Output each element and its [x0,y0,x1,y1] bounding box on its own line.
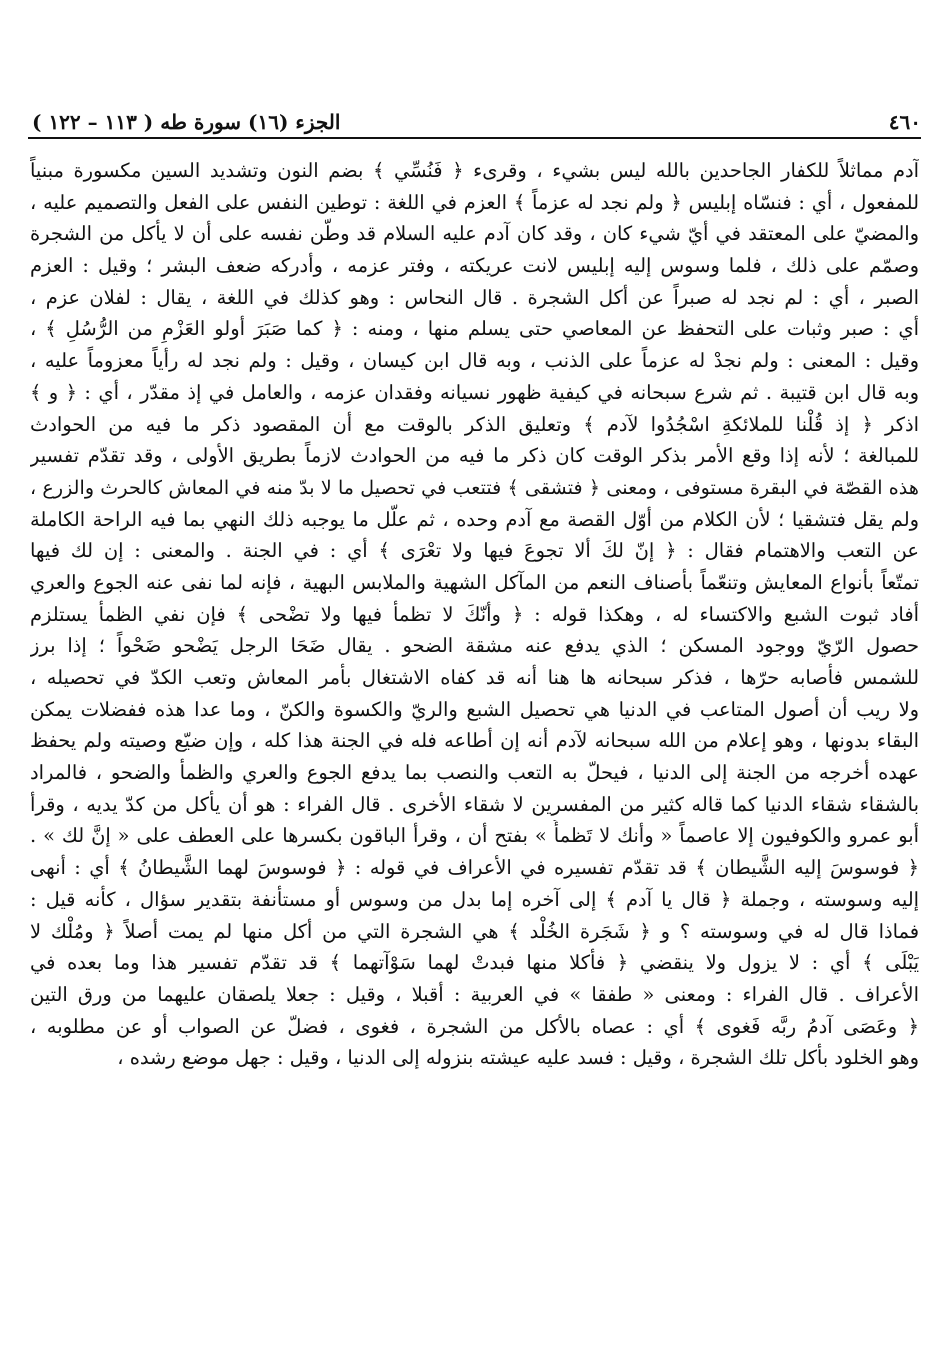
text-line: للمفعول ، أي : فنسّاه إبليس ﴿ ولم نجد له عزماً ﴾ العزم في اللغة : توطين النفس على الفعل والتصميم عليه ، [30,190,919,214]
text-line: تمتّعاً بأنواع المعايش وتنعّماً بأصناف النعم من المآكل الشهية والملابس البهية ، فإنه لما نفى عنه الجوع والعري [30,570,919,594]
text-line: ولا ريب أن أصول المتاعب في الدنيا هي تحصيل الشبع والريّ والكسوة والكنّ ، وما عدا هذه ففضلات يمكن [30,697,919,721]
running-header [28,96,921,134]
text-line: أي : صبر وثبات على التحفظ عن المعاصي حتى يسلم منها ، ومنه : ﴿ كما صَبَرَ أولو العَزْمِ من الرُّسُلِ ﴾ ، [30,317,919,341]
text-line: والمضيّ على المعتقد في أيّ شيء كان ، وقد كان آدم عليه السلام قد وطّن نفسه على أن لا يأكل من الشجرة [30,222,919,246]
text-line: الصبر ، أي : لم نجد له صبراً عن أكل الشجرة . قال النحاس : وهو كذلك في اللغة ، يقال : لفلان عزم ، [30,285,919,309]
text-line: إليه وسوسته ، وجملة ﴿ قال يا آدم ﴾ إلى آخره إما بدل من وسوس أو مستأنفة بتقدير سؤال ، كأنه قيل : [30,887,919,911]
text-line: ﴿ وعَصَى آدمُ ربَّه فَغوى ﴾ أي : عصاه بالأكل من الشجرة ، فغوى ، فضلّ عن الصواب أو عن مطلوبه ، [30,1014,919,1038]
text-line: أبو عمرو والكوفيون إلا عاصماً « وأنك لا تَظمأُ » بفتح أن ، وقرأ الباقون بكسرها على العطف على « إنَّ لك » . [30,824,919,848]
text-line: للمبالغة ؛ لأنه إذا وقع الأمر بذكر الوقت كان ذكر ما فيه من الحوادث لازماً بطريق الأولى ، وقد تقدّم تفسير [30,444,919,468]
text-line: للشمس فأصابه حرّها ، فذكر سبحانه ها هنا أنه قد كفاه الاشتغال بأمر المعاش وتعب الكدّ في تحصيله ، [30,666,919,689]
page-number: ٤٦٠ [888,110,921,134]
text-line: ولم يقل فتشقيا ؛ لأن الكلام من أوّل القصة مع آدم وحده ، ثم علّل ما يوجبه ذلك النهي بما فيه الراحة الكاملة [30,507,919,531]
text-line: بالشقاء شقاء الدنيا كما قاله كثير من المفسرين لا شقاء الأخرى . قال الفراء : هو أن يأكل من كدّ يديه ، وقرأ [30,792,919,816]
text-line: يَبْلَى ﴾ أي : لا يزول ولا ينقضي ﴿ فأكلا منها فبدتْ لهما سَوْآتهما ﴾ قد تقدّم تفسير هذا وما بعده في [30,951,919,975]
text-line: أفاد ثبوت الشبع والاكتساء له ، وهكذا قوله : ﴿ وأنّكَ لا تظمأ فيها ولا تضْحى ﴾ فإن نفي الظمأ يستلزم [30,602,919,626]
text-line: وصمّم على ذلك ، فلما وسوس إليه إبليس لانت عريكته ، وفتر عزمه ، وأدركه ضعف البشر ؛ وقيل : العزم [30,254,919,278]
text-line: عن التعب والاهتمام فقال : ﴿ إنّ لكَ ألا تجوعَ فيها ولا تعْرَى ﴾ أي : في الجنة . والمعنى : إن لك فيها [30,539,919,563]
text-line: وبه قال ابن قتيبة . ثم شرع سبحانه في كيفية ظهور نسيانه وفقدان عزمه ، والعامل في إذ مقدّر ، أي : ﴿ و ﴾ [30,380,919,404]
running-title: الجزء (١٦) سورة طه ( ١١٣ – ١٢٢ ) [32,110,341,134]
body-text [30,155,919,1295]
text-line: الأعراف . قال الفراء : ومعنى « طفقا » في العربية : أقبلا ، وقيل : جعلا يلصقان عليهما من ورق التين [30,982,919,1006]
text-line: ﴿ فوسوسَ إليه الشَّيطان ﴾ قد تقدّم تفسيره في الأعراف في قوله : ﴿ فوسوسَ لهما الشَّيطانُ ﴾ أي : أنهى [30,856,919,880]
text-line: آدم مماثلاً للكفار الجاحدين بالله ليس بشيء ، وقرىء ﴿ فَنُسِّي ﴾ بضم النون وتشديد السين مكسورة مبنياً [30,159,919,182]
text-line: فماذا قال له في وسوسته ؟ و ﴿ شَجَرة الخُلْد ﴾ هي الشجرة التي من أكل منها لم يمت أصلاً ﴿ ومُلْك لا [30,919,919,943]
text-line: وهو الخلود بأكل تلك الشجرة ، وقيل : فسد عليه عيشته بنزوله إلى الدنيا ، وقيل : جهل موضع رشده ، [117,1046,919,1070]
text-line: عهده أخرجه من الجنة إلى الدنيا ، فيحلّ به التعب والنصب بما يدفع الجوع والعري والظمأ والضحو ، فالمراد [30,761,919,785]
header-rule [28,137,921,139]
text-line: البقاء بدونها ، وهو إعلام من الله سبحانه لآدم أنه إن أطاعه فله في الجنة هذا كله ، وإن ضيّع وصيته ولم يحفظ [30,729,919,753]
text-line: حصول الرّيّ ووجود المسكن ؛ الذي يدفع عنه مشقة الضحو . يقال ضَحَا الرجل يَضْحو ضَحْواً ؛ إذا برز [30,634,919,658]
text-line: هذه القصّة في البقرة مستوفى ، ومعنى ﴿ فتشقى ﴾ فتتعب في تحصيل ما لا بدّ منه في المعاش كالحرث والزرع ، [30,475,919,499]
text-line: اذكر ﴿ إذ قُلْنا للملائكةِ اسْجُدُوا لآدم ﴾ وتعليق الذكر بالوقت مع أن المقصود ذكر ما فيه من الحوادث [30,412,919,436]
text-line: وقيل : المعنى : ولم نجدْ له عزماً على الذنب ، وبه قال ابن كيسان ، وقيل : ولم نجد له رأياً معزوماً عليه ، [30,349,919,373]
